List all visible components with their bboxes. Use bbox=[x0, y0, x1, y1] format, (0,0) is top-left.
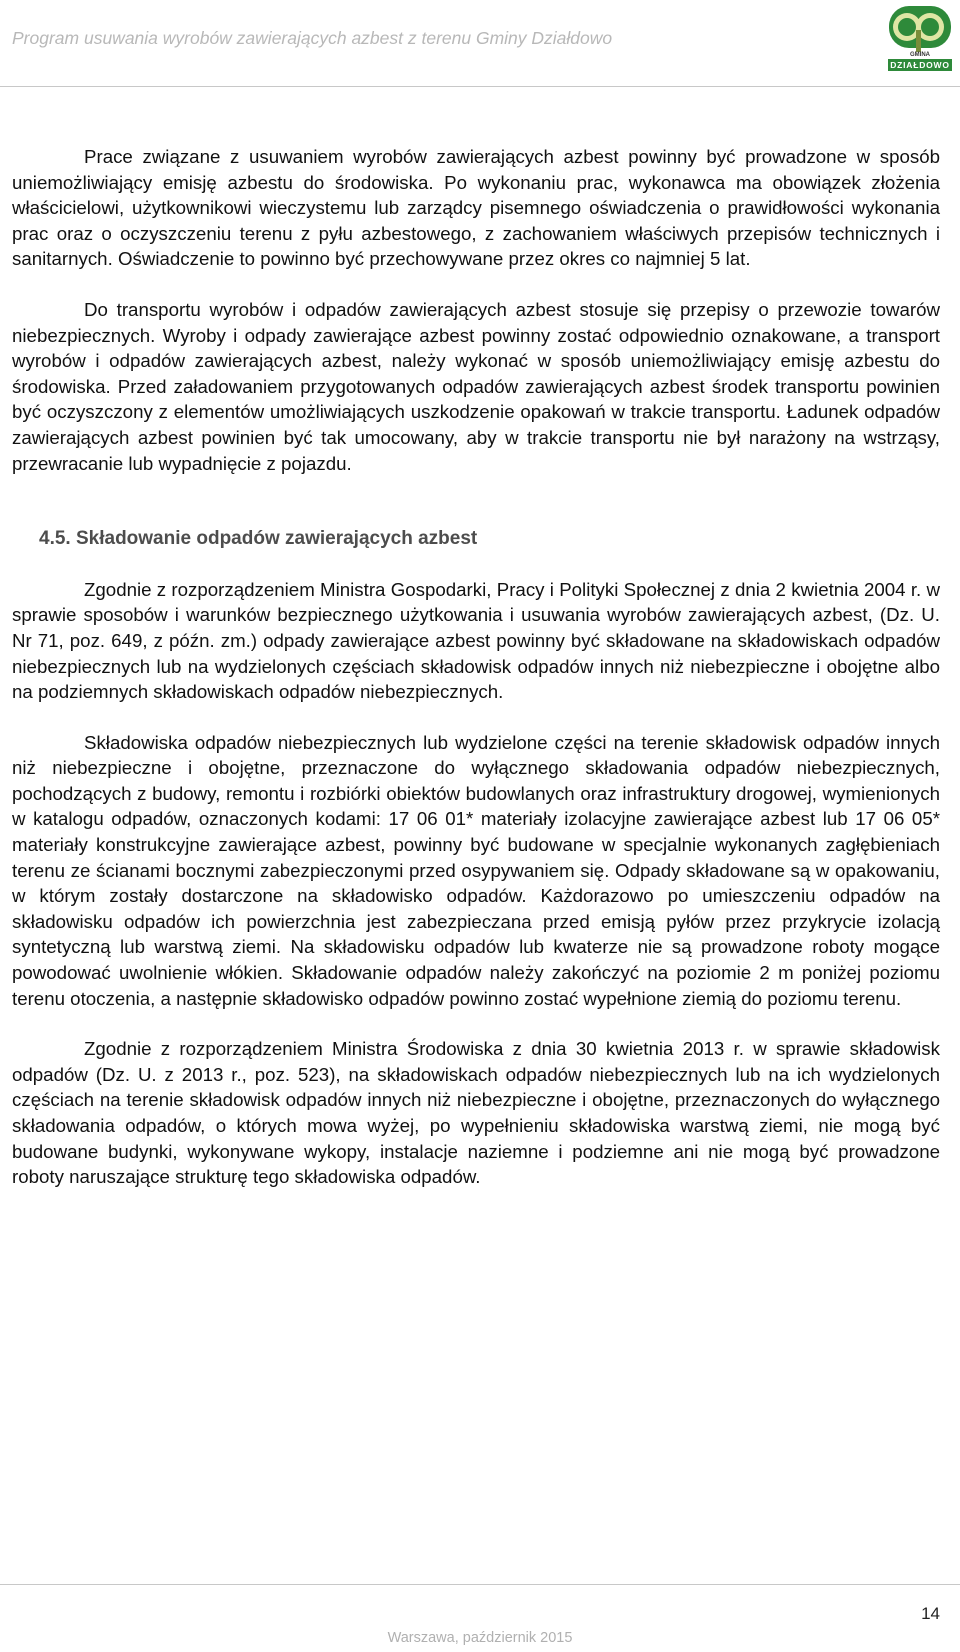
section-number: 4.5. bbox=[39, 528, 71, 550]
footer-divider bbox=[0, 1584, 960, 1585]
svg-text:DZIAŁDOWO: DZIAŁDOWO bbox=[890, 60, 950, 70]
page-header bbox=[0, 0, 960, 88]
section-title: Składowanie odpadów zawierających azbest bbox=[75, 528, 478, 550]
paragraph-transport: Do transportu wyrobów i odpadów zawierających azbest stosuje się przepisy o przewozie towarów niebezpiecznych. Wyroby i odpady zawierające azbest powinny zostać odpowiednio oznakowane, a transport wyrobów i odpadów zawierających azbest, należy wykonać w sposób uniemożliwiający emisję azbestu do środowiska. Przed załadowaniem przygotowanych odpadów zawierających azbest środek transportu powinien być oczyszczony z elementów umożliwiających uszkodzenie opakowań w trakcie transportu. Ładunek odpadów zawierających azbest powinien być tak umocowany, aby w trakcie transportu nie był narażony na wstrząsy, przewracanie lub wypadnięcie z pojazdu. bbox=[12, 298, 940, 474]
running-header-title: Program usuwania wyrobów zawierających azbest z terenu Gminy Działdowo bbox=[12, 28, 613, 48]
header-divider bbox=[0, 86, 960, 87]
paragraph-removal-obligations: Prace związane z usuwaniem wyrobów zawierających azbest powinny być prowadzone w sposób uniemożliwiający emisję azbestu do środowiska. Po wykonaniu prac, wykonawca ma obowiązek złożenia właścicielowi, użytkownikowi wieczystemu lub zarządcy pisemnego oświadczenia o prawidłowości wykonania prac oraz o oczyszczeniu terenu z pyłu azbestowego, z zachowaniem właściwych przepisów technicznych i sanitarnych. Oświadczenie to powinno być przechowywane przez okres co najmniej 5 lat. bbox=[12, 146, 940, 270]
gmina-dzialdowo-logo bbox=[880, 6, 956, 72]
page-number: 14 bbox=[921, 1604, 940, 1623]
svg-text:GMINA: GMINA bbox=[910, 52, 930, 58]
paragraph-regulation-2013: Zgodnie z rozporządzeniem Ministra Środowiska z dnia 30 kwietnia 2013 r. w sprawie składowisk odpadów (Dz. U. z 2013 r., poz. 523), na składowiskach odpadów niebezpiecznych lub na ich wydzielonych częściach na terenie składowisk odpadów innych niż niebezpieczne i obojętne, przeznaczonych do wyłącznego składowania odpadów, o których mowa wyżej, po wypełnieniu składowiska warstwą ziemi, nie mogą być budowane budynki, wykonywane wykopy, instalacje naziemne i podziemne ani nie mogą być prowadzone roboty naruszające strukturę tego składowiska odpadów. bbox=[12, 1038, 940, 1188]
paragraph-regulation-2004: Zgodnie z rozporządzeniem Ministra Gospodarki, Pracy i Polityki Społecznej z dnia 2 kwietnia 2004 r. w sprawie sposobów i warunków bezpiecznego użytkowania i usuwania wyrobów zawierających azbest, (Dz. U. Nr 71, poz. 649, z późn. zm.) odpady zawierające azbest powinny być składowane na składowiskach odpadów niebezpiecznych lub na wydzielonych częściach składowisk odpadów innych niż niebezpieczne i obojętne albo na podziemnych składowiskach odpadów niebezpiecznych. bbox=[12, 578, 940, 703]
section-heading bbox=[12, 526, 940, 552]
document-body bbox=[12, 144, 940, 1190]
footer-place-date: Warszawa, październik 2015 bbox=[387, 1630, 573, 1646]
logo-icon bbox=[880, 6, 956, 72]
paragraph-landfill-requirements: Składowiska odpadów niebezpiecznych lub wydzielone części na terenie składowisk odpadów innych niż niebezpieczne i obojętne, przeznaczone do wyłącznego składowania odpadów niebezpiecznych, pochodzących z budowy, remontu i rozbiórki obiektów budowlanych oraz infrastruktury drogowej, wymienionych w katalogu odpadów, oznaczonych kodami: 17 06 01* materiały izolacyjne zawierające azbest lub 17 06 05* materiały konstrukcyjne zawierające azbest, powinny być budowane w specjalnie wykonanych zagłębieniach terenu ze ścianami bocznymi zabezpieczonymi przed osypywaniem się. Odpady składowane są w opakowaniu, w którym zostały dostarczone na składowisko odpadów. Każdorazowo po umieszczeniu odpadów na składowisku odpadów ich powierzchnia jest zabezpieczana przed emisją pyłów przez przykrycie izolacją syntetyczną lub warstwą ziemi. Na składowisku odpadów lub kwaterze nie są prowadzone roboty mogące powodować uwolnienie włókien. Składowanie odpadów należy zakończyć na poziomie 2 m poniżej poziomu terenu otoczenia, a następnie składowisko odpadów powinno zostać wypełnione ziemią do poziomu terenu. bbox=[12, 731, 940, 1009]
